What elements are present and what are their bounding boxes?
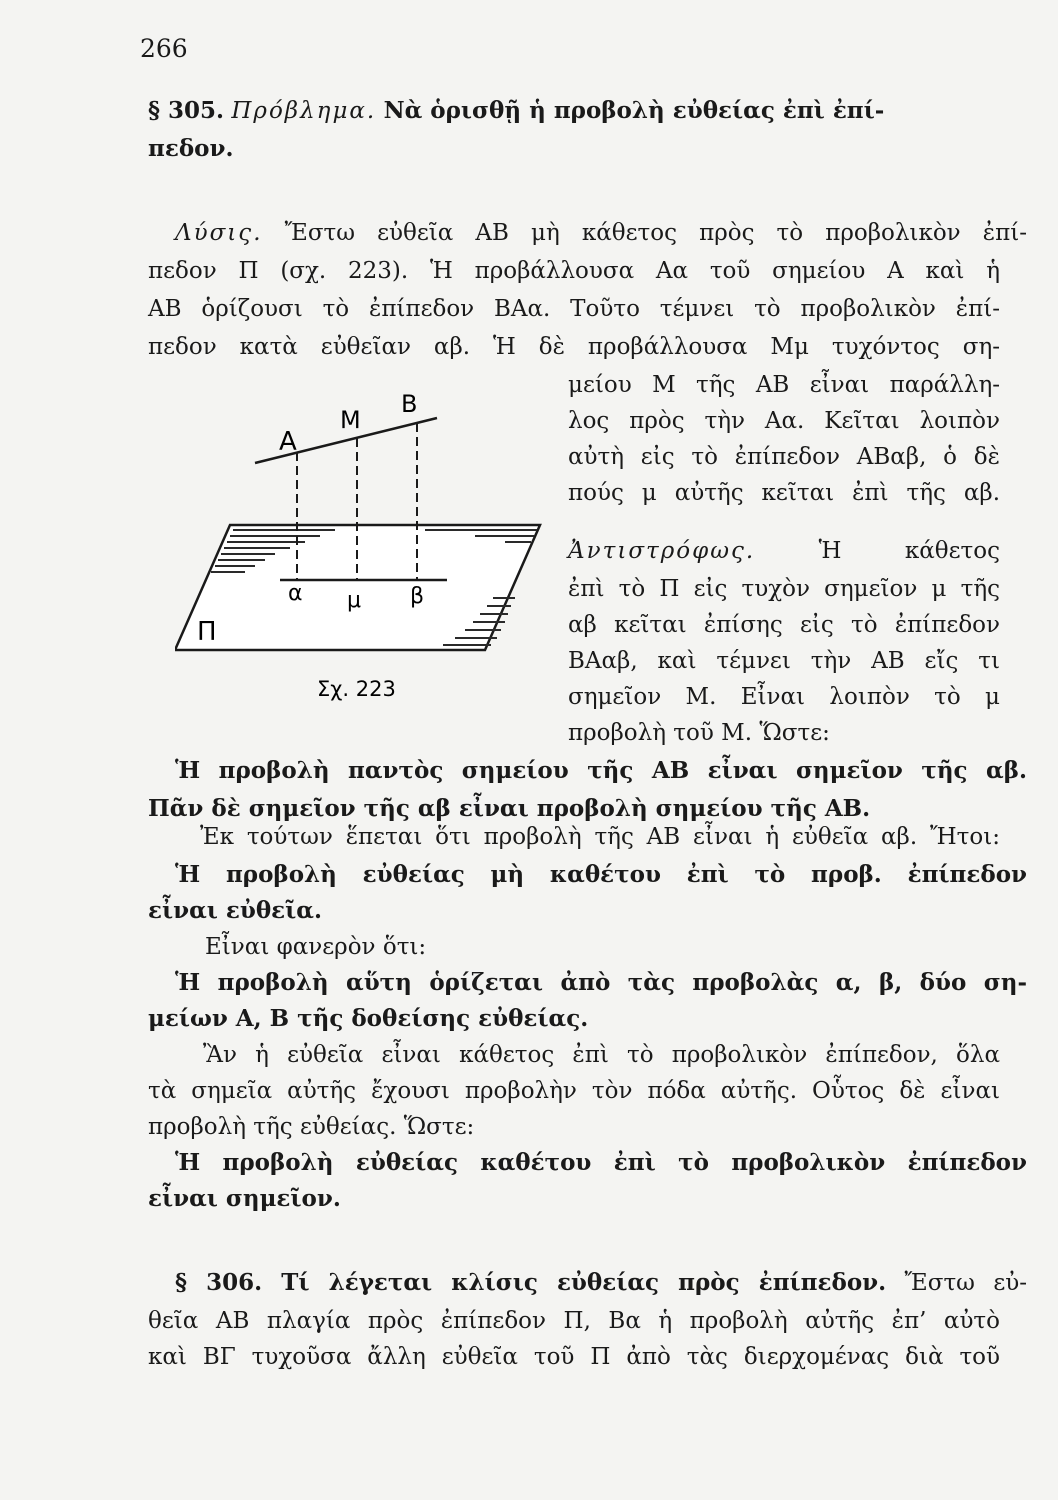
section-305-number: § 305. <box>148 97 225 124</box>
section-306-line-2: θεῖα ΑΒ πλαγία πρὸς ἐπίπεδον Π, Βα ἡ προβολὴ αὐτῆς ἐπ’ αὐτὸ <box>148 1308 1000 1334</box>
label-A: Α <box>279 427 297 457</box>
obvious-text: Εἶναι φανερὸν ὅτι: <box>205 934 427 960</box>
converse-text-1: Ἡ κάθετος <box>818 538 1000 564</box>
solution-line-6: λος πρὸς τὴν Αα. Κεῖται λοιπὸν <box>568 408 1000 434</box>
label-B: Β <box>401 390 418 418</box>
rule-1-line-1: Ἡ προβολὴ παντὸς σημείου τῆς ΑΒ εἶναι σημεῖον τῆς αβ. <box>175 757 1027 784</box>
rule-3-line-2: μείων Α, Β τῆς δοθείσης εὐθείας. <box>148 1005 589 1032</box>
label-P: Π <box>197 617 217 647</box>
page-number: 266 <box>140 34 188 63</box>
section-305-title-cont: πεδον. <box>148 135 234 162</box>
section-306-text-1: Ἔστω εὐ- <box>904 1270 1027 1296</box>
label-M: Μ <box>340 406 361 434</box>
label-a: α <box>288 581 303 606</box>
solution-line-1 <box>175 218 1027 248</box>
solution-line-4: πεδον κατὰ εὐθεῖαν αβ. Ἡ δὲ προβάλλουσα Μμ τυχόντος ση- <box>148 334 1000 360</box>
solution-line-3: ΑΒ ὁρίζουσι τὸ ἐπίπεδον ΒΑα. Τοῦτο τέμνει τὸ προβολικὸν ἐπί- <box>148 296 1000 322</box>
converse-line-3: αβ κεῖται ἐπίσης εἰς τὸ ἐπίπεδον <box>568 612 1000 638</box>
section-306-line-1 <box>175 1268 1027 1298</box>
label-m: μ <box>347 588 361 613</box>
rule-2-line-2: εἶναι εὐθεῖα. <box>148 897 323 924</box>
rule-3-line-1: Ἡ προβολὴ αὕτη ὁρίζεται ἀπὸ τὰς προβολὰς α, β, δύο ση- <box>175 969 1027 996</box>
solution-label: Λύσις. <box>175 220 263 246</box>
figure-caption: Σχ. 223 <box>317 677 396 701</box>
section-305-label: Πρόβλημα. <box>231 98 377 124</box>
section-305-heading <box>148 96 1000 126</box>
perp-line-3: προβολὴ τῆς εὐθείας. Ὥστε: <box>148 1114 475 1140</box>
rule-4-line-1: Ἡ προβολὴ εὐθείας καθέτου ἐπὶ τὸ προβολικὸν ἐπίπεδον <box>175 1149 1027 1176</box>
converse-line-2: ἐπὶ τὸ Π εἰς τυχὸν σημεῖον μ τῆς <box>568 576 1000 602</box>
follows-text: Ἐκ τούτων ἕπεται ὅτι προβολὴ τῆς ΑΒ εἶναι ἡ εὐθεῖα αβ. Ἤτοι: <box>200 824 1000 850</box>
solution-line-7: αὐτὴ εἰς τὸ ἐπίπεδον ΑΒαβ, ὁ δὲ <box>568 444 1000 470</box>
solution-line-5: μείου Μ τῆς ΑΒ εἶναι παράλλη- <box>568 372 1000 398</box>
converse-line-6: προβολὴ τοῦ Μ. Ὥστε: <box>568 720 830 746</box>
perp-line-2: τὰ σημεῖα αὐτῆς ἔχουσι προβολὴν τὸν πόδα αὐτῆς. Οὗτος δὲ εἶναι <box>148 1078 1000 1104</box>
label-b: β <box>410 584 425 609</box>
section-306-line-3: καὶ ΒΓ τυχοῦσα ἄλλη εὐθεῖα τοῦ Π ἀπὸ τὰς διερχομένας διὰ τοῦ <box>148 1344 1000 1370</box>
solution-text-1: Ἔστω εὐθεῖα ΑΒ μὴ κάθετος πρὸς τὸ προβολικὸν ἐπί- <box>284 220 1028 246</box>
converse-line-4: ΒΑαβ, καὶ τέμνει τὴν ΑΒ εἴς τι <box>568 648 1000 674</box>
perp-line-1: Ἂν ἡ εὐθεῖα εἶναι κάθετος ἐπὶ τὸ προβολικὸν ἐπίπεδον, ὅλα <box>203 1042 1000 1068</box>
solution-line-8: πούς μ αὐτῆς κεῖται ἐπὶ τῆς αβ. <box>568 480 1000 506</box>
rule-2-line-1: Ἡ προβολὴ εὐθείας μὴ καθέτου ἐπὶ τὸ προβ. ἐπίπεδον <box>175 861 1027 888</box>
converse-line-5: σημεῖον Μ. Εἶναι λοιπὸν τὸ μ <box>568 684 1000 710</box>
rule-1-line-2: Πᾶν δὲ σημεῖον τῆς αβ εἶναι προβολὴ σημείου τῆς ΑΒ. <box>148 795 871 822</box>
converse-line-1 <box>568 536 1000 566</box>
section-306-title: § 306. Τί λέγεται κλίσις εὐθείας πρὸς ἐπίπεδον. <box>175 1269 887 1296</box>
solution-line-2: πεδον Π (σχ. 223). Ἡ προβάλλουσα Αα τοῦ σημείου Α καὶ ἡ <box>148 258 1000 284</box>
rule-4-line-2: εἶναι σημεῖον. <box>148 1185 341 1212</box>
figure-223 <box>175 388 555 708</box>
converse-label: Ἀντιστρόφως. <box>568 538 756 564</box>
section-305-title: Νὰ ὁρισθῇ ἡ προβολὴ εὐθείας ἐπὶ ἐπί- <box>383 97 885 124</box>
